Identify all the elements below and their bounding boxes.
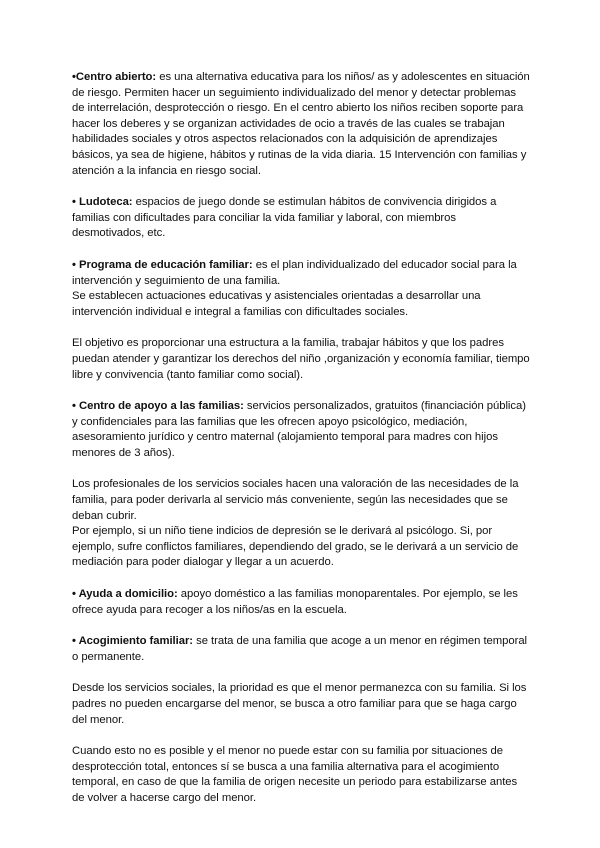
text-line: Cuando esto no es posible y el menor no puede estar con su familia por situaciones de <box>72 745 503 758</box>
text-line: o permanente. <box>72 650 145 663</box>
text-line: atención a la infancia en riesgo social. <box>72 164 261 177</box>
text-line: Por ejemplo, si un niño tiene indicios de depresión se le derivará al psicólogo. Si, por <box>72 525 493 538</box>
paragraph-objetivo <box>72 336 534 383</box>
paragraph-cuando <box>72 744 534 806</box>
text-line: • Ludoteca: espacios de juego donde se estimulan hábitos de convivencia dirigidos a <box>72 196 497 209</box>
text-line: familia, para poder derivarla al servicio más conveniente, según las necesidades que se <box>72 494 508 507</box>
paragraph-acogimiento <box>72 634 534 665</box>
text-line: de interrelación, desprotección o riesgo. En el centro abierto los niños reciben soporte para <box>72 102 524 115</box>
text-line: de riesgo. Permiten hacer un seguimiento individualizado del menor y detectar problemas <box>72 86 517 99</box>
text-line: • Programa de educación familiar: es el plan individualizado del educador social para la <box>72 258 517 271</box>
document-body <box>72 70 534 823</box>
text-line: temporal, en caso de que la familia de origen necesite un periodo para estabilizarse antes <box>72 776 518 789</box>
term-label: • Programa de educación familiar: <box>72 258 253 271</box>
text-line: deban cubrir. <box>72 509 137 522</box>
term-label: • Ayuda a domicilio: <box>72 588 178 601</box>
text-line: intervención y seguimiento de una familia. <box>72 274 281 287</box>
text-line: mediación para poder dialogar y llegar a un acuerdo. <box>72 556 334 569</box>
paragraph-profesionales <box>72 477 534 571</box>
text-line: del menor. <box>72 713 125 726</box>
text-line: puedan atender y garantizar los derechos del niño ,organización y economía familiar, tiempo <box>72 352 530 365</box>
term-label: • Ludoteca: <box>72 196 133 209</box>
text-line: habilidades sociales y otros aspectos relacionados con la adquisición de aprendizajes <box>72 133 498 146</box>
text-line: •Centro abierto: es una alternativa educativa para los niños/ as y adolescentes en situación <box>72 71 530 83</box>
text-line: desprotección total, entonces sí se busca a una familia alternativa para el acogimiento <box>72 760 500 773</box>
text-line: padres no pueden encargarse del menor, se busca a otro familiar para que se haga cargo <box>72 698 517 710</box>
text-line: Se establecen actuaciones educativas y asistenciales orientadas a desarrollar una <box>72 290 481 303</box>
text-line: • Centro de apoyo a las familias: servicios personalizados, gratuitos (financiación pública) <box>72 400 526 413</box>
text-line: • Ayuda a domicilio: apoyo doméstico a las familias monoparentales. Por ejemplo, se les <box>72 588 518 601</box>
text-line: menores de 3 años). <box>72 446 175 459</box>
text-line: hacer los deberes y se organizan actividades de ocio a través de las cuales se trabajan <box>72 117 505 130</box>
text-line: Los profesionales de los servicios sociales hacen una valoración de las necesidades de la <box>72 478 519 491</box>
text-line: intervención individual e integral a familias con dificultades sociales. <box>72 305 409 318</box>
text-line: Desde los servicios sociales, la prioridad es que el menor permanezca con su familia. Si los <box>72 682 527 695</box>
text-line: libre y convivencia (tanto familiar como social). <box>72 368 304 381</box>
paragraph-centro-apoyo <box>72 399 534 461</box>
term-label: • Centro de apoyo a las familias: <box>72 400 244 413</box>
text-line: desmotivados, etc. <box>72 227 166 240</box>
text-line: ofrece ayuda para recoger a los niños/as en la escuela. <box>72 603 347 616</box>
term-label: •Centro abierto: <box>72 71 157 83</box>
term-label: • Acogimiento familiar: <box>72 635 194 648</box>
paragraph-programa <box>72 258 534 320</box>
text-line: • Acogimiento familiar: se trata de una familia que acoge a un menor en régimen temporal <box>72 635 528 648</box>
paragraph-ludoteca <box>72 195 534 242</box>
text-line: El objetivo es proporcionar una estructura a la familia, trabajar hábitos y que los padres <box>72 337 504 350</box>
text-line: asesoramiento jurídico y centro maternal (alojamiento temporal para madres con hijos <box>72 431 498 444</box>
paragraph-ayuda <box>72 587 534 618</box>
text-line: básicos, ya sea de higiene, hábitos y rutinas de la vida diaria. 15 Intervención con familias y <box>72 148 527 161</box>
text-line: familias con dificultades para conciliar la vida familiar y laboral, con miembros <box>72 211 456 224</box>
text-line: de volver a hacerse cargo del menor. <box>72 791 257 804</box>
paragraph-desde <box>72 681 534 728</box>
paragraph-centro-abierto <box>72 70 534 179</box>
text-line: y confidenciales para las familias que les ofrecen apoyo psicológico, mediación, <box>72 415 468 428</box>
text-line: ejemplo, sufre conflictos familiares, dependiendo del grado, se le derivará a un servicio de <box>72 540 519 553</box>
